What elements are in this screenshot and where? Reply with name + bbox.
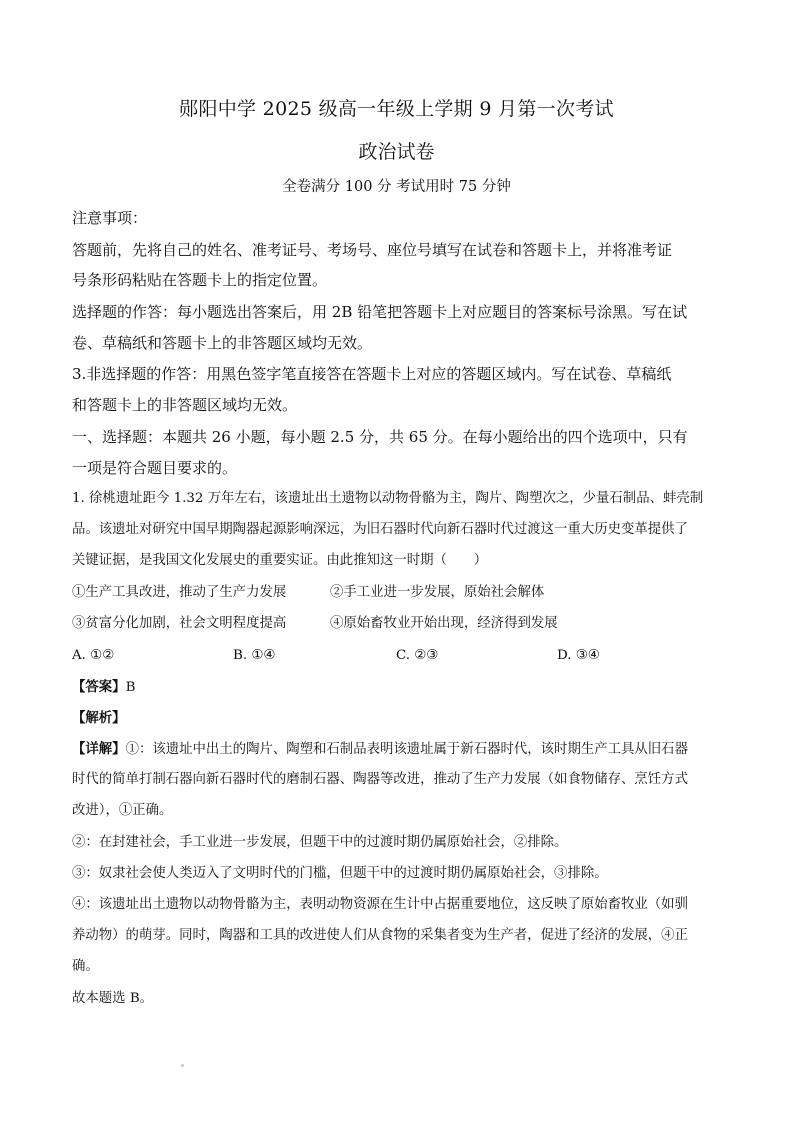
answer-tag: 答案 [85,679,113,695]
notice-line: 答题前，先将自己的姓名、准考证号、考场号、座位号填写在试卷和答题卡上，并将准考证 [72,241,673,259]
notice-line: 和答题卡上的非答题区域均无效。 [72,396,298,414]
detail-line: ④：该遗址出土遗物以动物骨骼为主，表明动物资源在生计中占据重要地位，这反映了原始畜牧业（如驯 [72,897,688,912]
detail-tag: 详解 [85,741,113,757]
answer-row: 【答案】B [72,679,136,695]
detail-line: 时代的简单打制石器向新石器时代的磨制石器、陶器等改进，推动了生产力发展（如食物储存、烹饪方式 [72,772,688,787]
detail-line: 故本题选 B。 [72,991,154,1006]
question-stem: 1. 徐桃遗址距今 1.32 万年左右，该遗址出土遗物以动物骨骼为主，陶片、陶塑次之，少量石制品、蚌壳制 [72,491,704,506]
answer-value: B [125,680,136,695]
option-a: A. ①② [72,648,115,663]
option-d: D. ③④ [557,648,600,663]
detail-line: 改进），①正确。 [72,803,173,818]
statement-2: ②手工业进一步发展，原始社会解体 [330,585,545,600]
detail-row: 【详解】①：该遗址中出土的陶片、陶塑和石制品表明该遗址属于新石器时代，该时期生产工具从旧石器 [72,741,688,757]
notice-line: 卷、草稿纸和答题卡上的非答题区域均无效。 [72,334,373,352]
notice-line: 号条形码粘贴在答题卡上的指定位置。 [72,271,328,289]
section-heading: 一、选择题：本题共 26 小题，每小题 2.5 分，共 65 分。在每小题给出的四个选项中，只有 [72,428,688,446]
statement-4: ④原始畜牧业开始出现，经济得到发展 [330,616,558,631]
option-b: B. ①④ [233,648,276,663]
detail-line: 确。 [72,959,99,974]
question-stem: 关键证据，是我国文化发展史的重要实证。由此推知这一时期（ ） [72,553,488,568]
analysis-row: 【解析】 [72,710,126,726]
notice-line: 3.非选择题的作答：用黑色签字笔直接答在答题卡上对应的答题区域内。写在试卷、草稿纸 [72,365,672,383]
exam-meta: 全卷满分 100 分 考试用时 75 分钟 [282,179,511,195]
exam-subject: 政治试卷 [358,141,435,163]
detail-line: ②：在封建社会，手工业进一步发展，但题干中的过渡时期仍属原始社会，②排除。 [72,835,568,850]
statement-1: ①生产工具改进，推动了生产力发展 [72,585,287,600]
detail-line: ①：该遗址中出土的陶片、陶塑和石制品表明该遗址属于新石器时代，该时期生产工具从旧石器 [125,742,688,757]
analysis-tag: 解析 [85,710,113,726]
detail-line: 养动物）的萌芽。同时，陶器和工具的改进使人们从食物的采集者变为生产者，促进了经济的发展，④正 [72,928,688,943]
section-heading: 一项是符合题目要求的。 [72,459,238,477]
notice-line: 选择题的作答：每小题选出答案后，用 2B 铅笔把答题卡上对应题目的答案标号涂黑。写在试 [72,303,688,321]
option-c: C. ②③ [396,648,439,663]
question-stem: 品。该遗址对研究中国早期陶器起源影响深远，为旧石器时代向新石器时代过渡这一重大历史变革提供了 [72,522,688,537]
detail-line: ③：奴隶社会使人类迈入了文明时代的门槛，但题干中的过渡时期仍属原始社会，③排除。 [72,866,608,881]
scan-dot [181,1064,184,1067]
statement-3: ③贫富分化加剧，社会文明程度提高 [72,616,287,631]
exam-title: 郧阳中学 2025 级高一年级上学期 9 月第一次考试 [179,98,614,120]
notice-heading: 注意事项： [72,209,148,227]
